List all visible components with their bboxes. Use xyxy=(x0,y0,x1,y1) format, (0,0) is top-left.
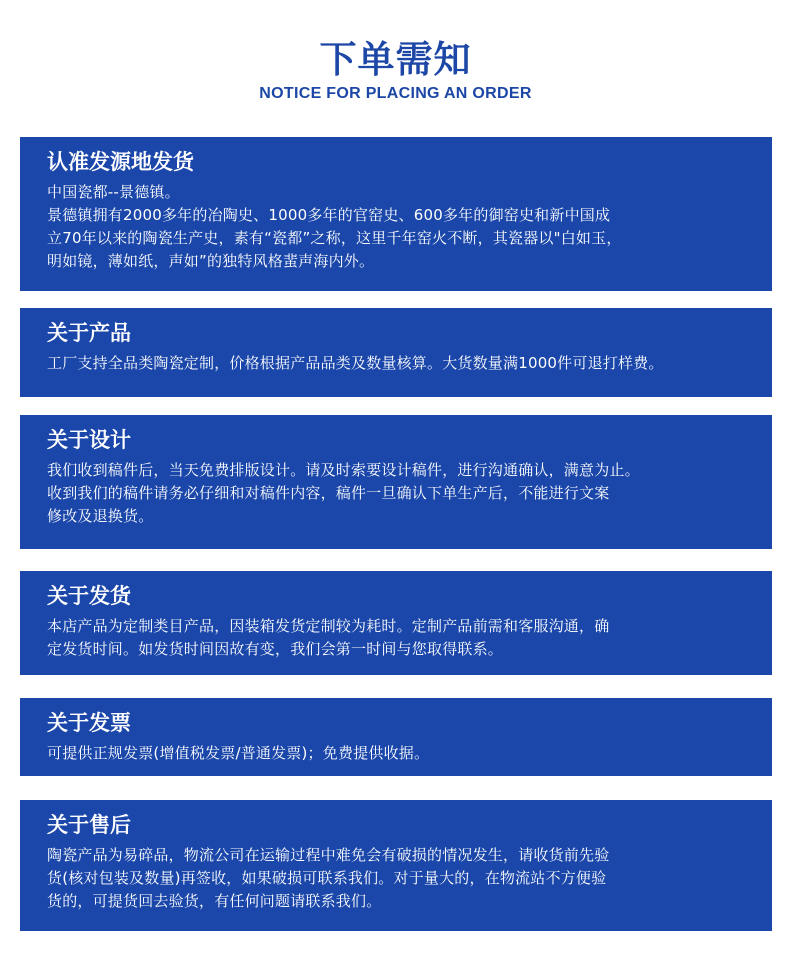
section-title: 关于设计 xyxy=(47,428,131,452)
section-text-line: 修改及退换货。 xyxy=(47,507,154,525)
section-text-line: 立70年以来的陶瓷生产史，素有“瓷都”之称，这里千年窑火不断，其瓷器以"白如玉， xyxy=(47,229,622,247)
page-title: 下单需知 xyxy=(319,38,472,81)
section-design xyxy=(20,415,772,549)
section-after-sales xyxy=(20,800,772,931)
section-text-line: 定发货时间。如发货时间因故有变，我们会第一时间与您取得联系。 xyxy=(47,640,504,658)
section-text-line: 货的，可提货回去验货，有任何问题请联系我们。 xyxy=(47,892,382,910)
section-text-line: 可提供正规发票(增值税发票/普通发票)；免费提供收据。 xyxy=(47,744,430,762)
section-text-line: 工厂支持全品类陶瓷定制，价格根据产品品类及数量核算。大货数量满1000件可退打样费。 xyxy=(47,354,664,372)
section-text-line: 明如镜，薄如纸，声如”的独特风格蜚声海内外。 xyxy=(47,252,375,270)
section-title: 关于售后 xyxy=(47,813,131,837)
section-origin xyxy=(20,137,772,291)
section-text-line: 货(核对包装及数量)再签收，如果破损可联系我们。对于量大的，在物流站不方便验 xyxy=(47,869,607,887)
section-text-line: 本店产品为定制类目产品，因装箱发货定制较为耗时。定制产品前需和客服沟通，确 xyxy=(47,617,610,635)
section-text-line: 收到我们的稿件请务必仔细和对稿件内容，稿件一旦确认下单生产后，不能进行文案 xyxy=(47,484,610,502)
section-text-line: 景德镇拥有2000多年的冶陶史、1000多年的官窑史、600多年的御窑史和新中国成 xyxy=(47,206,611,224)
section-text-line: 陶瓷产品为易碎品，物流公司在运输过程中难免会有破损的情况发生，请收货前先验 xyxy=(47,846,610,864)
section-title: 关于产品 xyxy=(47,321,131,345)
section-shipping xyxy=(20,571,772,675)
section-invoice xyxy=(20,698,772,776)
section-title: 关于发票 xyxy=(47,711,131,735)
section-product xyxy=(20,308,772,397)
section-text-line: 中国瓷都--景德镇。 xyxy=(47,183,180,201)
section-text-line: 我们收到稿件后，当天免费排版设计。请及时索要设计稿件，进行沟通确认，满意为止。 xyxy=(47,461,640,479)
page-subtitle: NOTICE FOR PLACING AN ORDER xyxy=(259,85,532,102)
section-title: 关于发货 xyxy=(47,584,131,608)
section-title: 认准发源地发货 xyxy=(47,150,194,174)
